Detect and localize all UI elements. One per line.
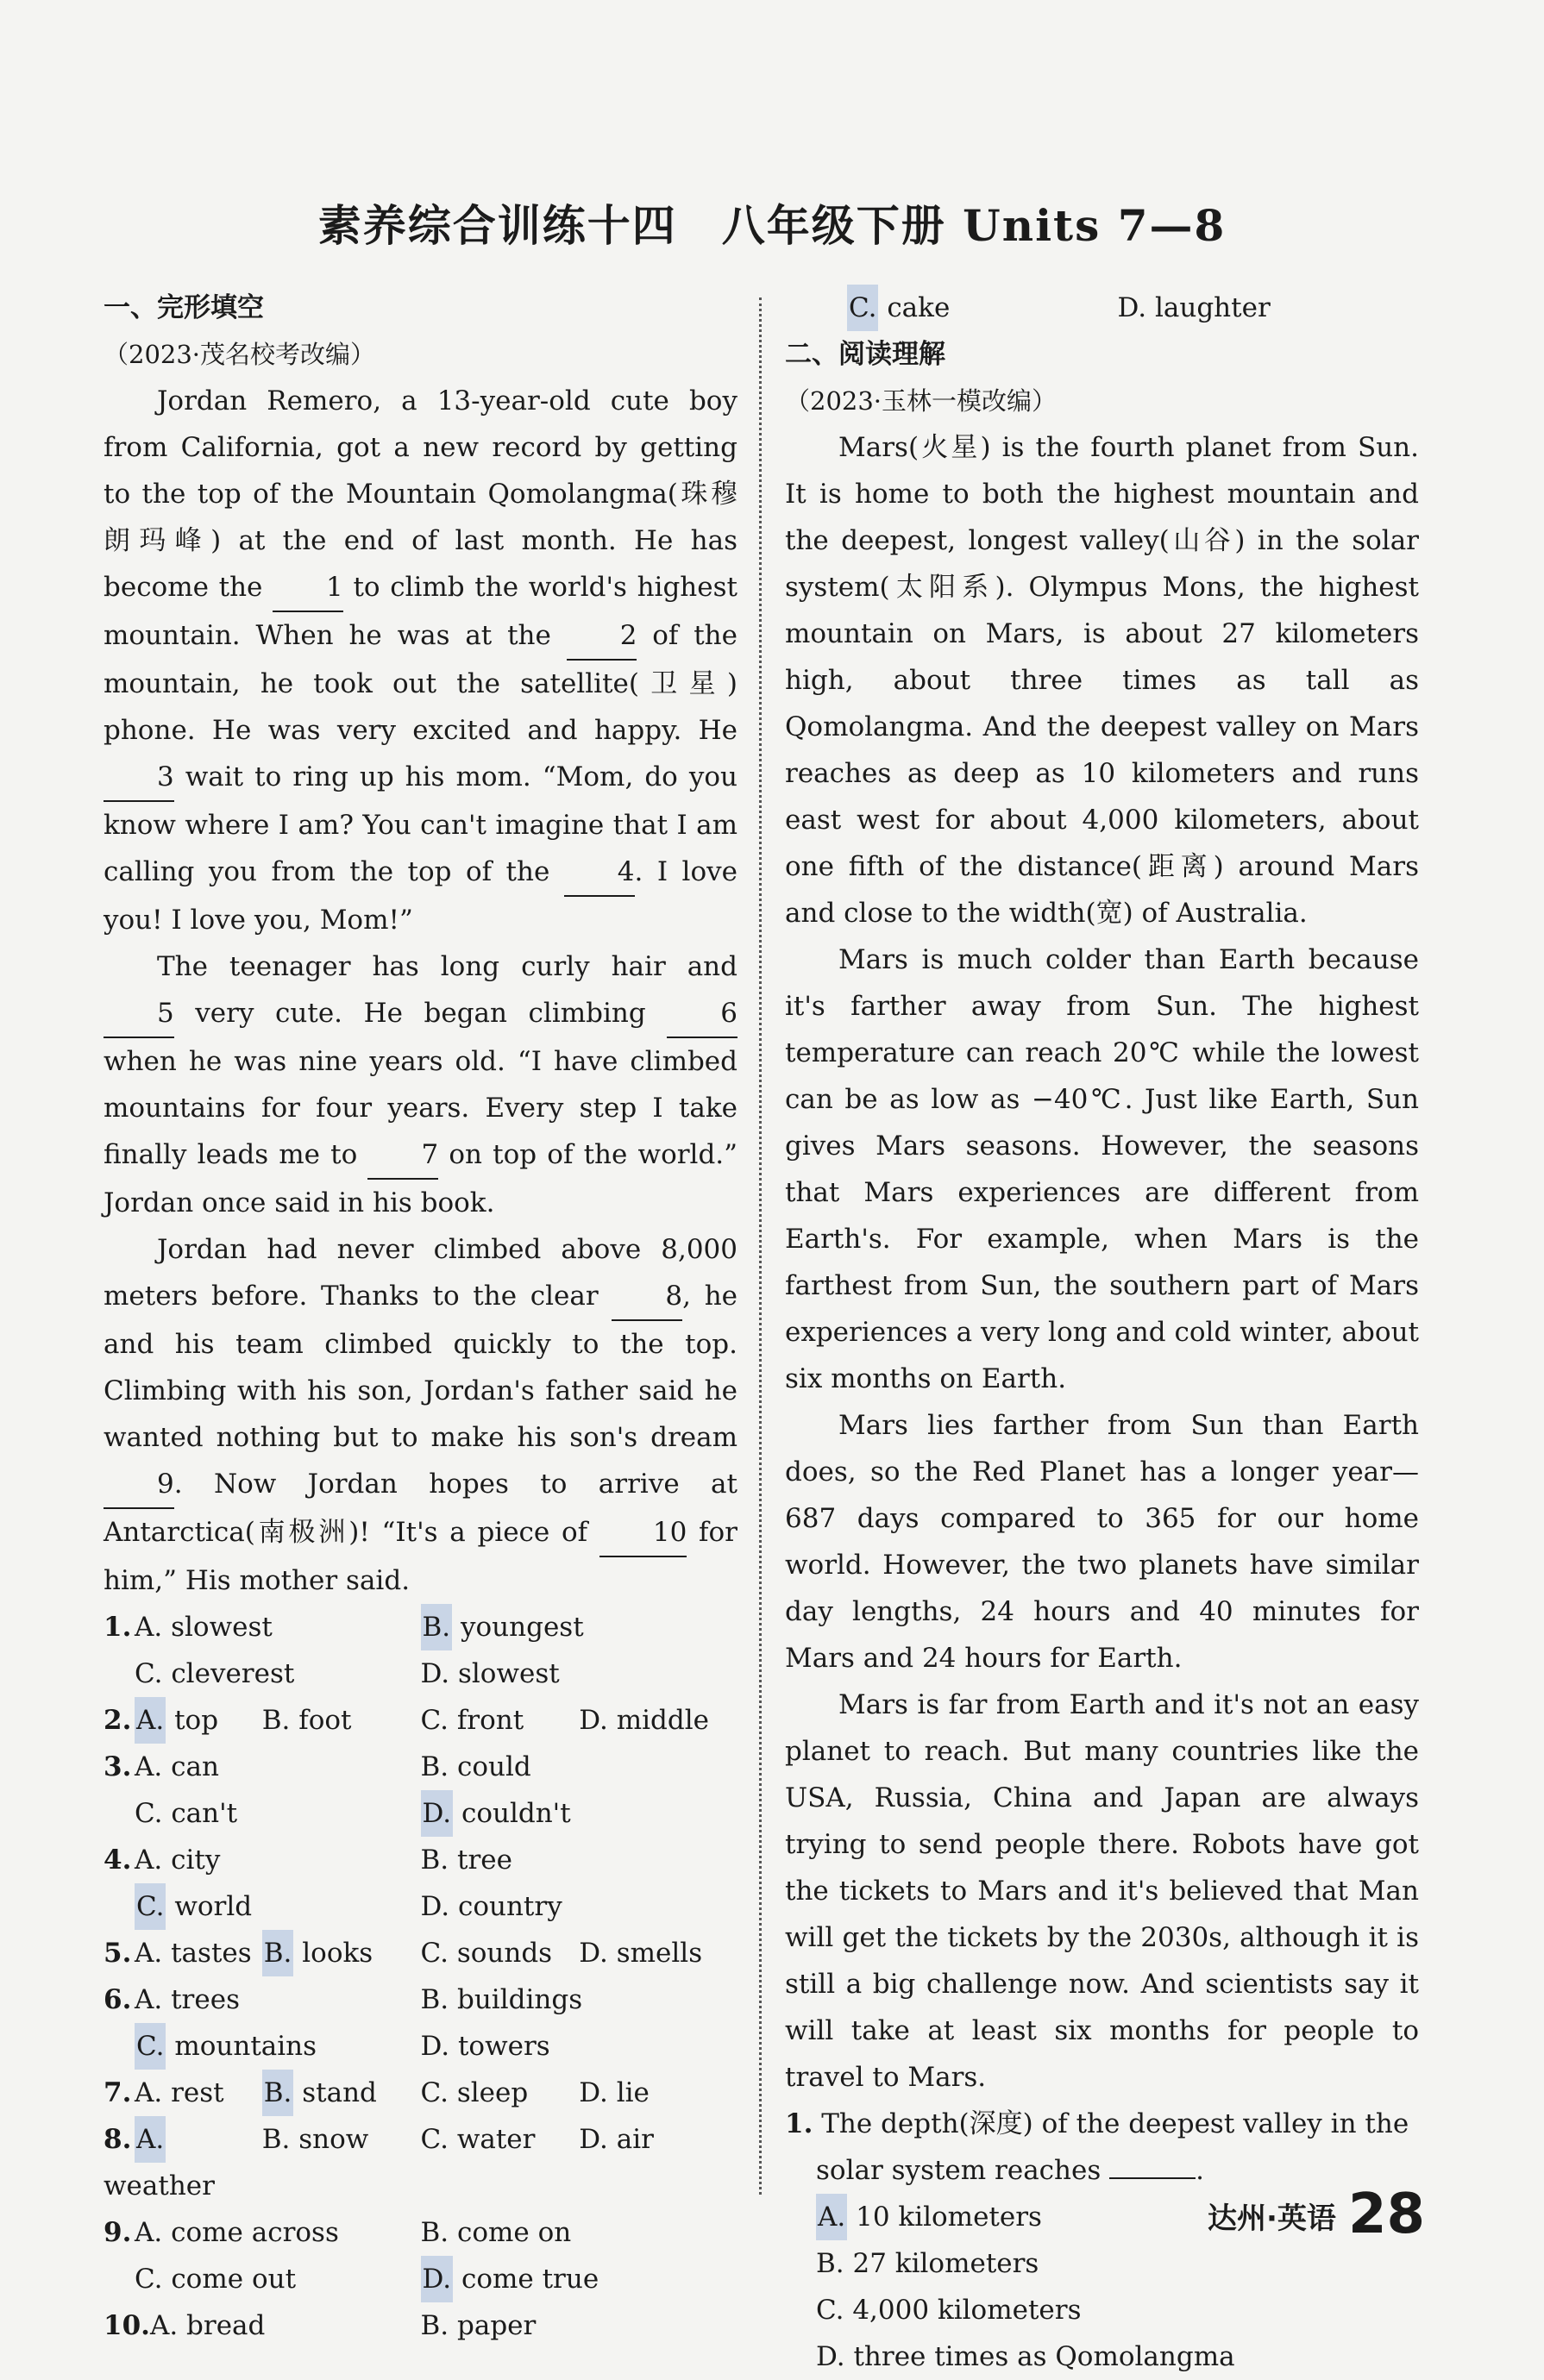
option [104,2209,421,2256]
option [421,1837,738,1883]
blank-2: 2 [567,612,637,661]
option [579,1930,737,1976]
option [104,2116,262,2209]
option-text: laughter [1146,292,1271,323]
option-text: foot [290,1705,352,1736]
option-letter: B. [421,1604,453,1650]
option [421,1930,580,1976]
reading-source: （2023·玉林一模改编） [785,386,1058,416]
option-text: come on [449,2217,572,2248]
option-text: youngest [452,1612,584,1643]
option-text: can [162,1751,219,1782]
blank-8: 8 [612,1273,682,1321]
option [816,2333,1235,2380]
question-number: 5. [104,1938,132,1969]
option [421,1976,738,2023]
option-text: rest [162,2077,224,2108]
option-letter: C. [420,1938,449,1969]
option-text: can't [162,1798,238,1829]
option-text: slowest [449,1658,560,1689]
option-text: air [607,2124,654,2155]
option-text: 10 kilometers [847,2202,1042,2233]
cloze-question [104,2302,737,2349]
option-letter: C. [420,1705,449,1736]
option [816,2194,1042,2240]
option [104,1930,262,1976]
option [262,2070,421,2116]
option-text: paper [449,2310,537,2341]
option [579,2116,737,2209]
reading-section [785,285,1419,2380]
option-letter: B. [262,1930,294,1976]
option [104,1790,421,1837]
question-number: 10. [104,2310,150,2341]
option-letter: A. [135,2077,163,2108]
cloze-question [104,1697,737,1744]
option-text: couldn't [453,1798,571,1829]
option-letter: C. [135,1658,163,1689]
option-letter: B. [420,2310,449,2341]
option-row [104,2256,737,2302]
cloze-paragraph-2: The teenager has long curly hair and 5 very cute. He began climbing 6 when he was nine years old. “I have climbed mountains for four years. Every step I take finally leads me to 7 on top of the world.” Jordan once said in his book. [104,951,738,1218]
option [262,1930,421,1976]
option [104,2302,421,2349]
option-letter: D. [421,1790,454,1837]
option [421,1650,738,1697]
option [150,2310,265,2341]
blank-1: 1 [273,564,343,612]
question-number: 4. [104,1845,132,1876]
option-letter: B. [262,2070,294,2116]
option-text: slowest [162,1612,273,1643]
option-text: middle [607,1705,709,1736]
option [104,2256,421,2302]
option-text: lie [607,2077,650,2108]
option-row [785,285,1419,331]
cloze-question [104,1744,737,1837]
footer-label: 达州·英语 [1208,2202,1336,2236]
option-text: towers [449,2031,550,2062]
option-text: come true [453,2264,599,2295]
blank-9: 9 [104,1461,174,1509]
option [135,1845,220,1876]
cloze-question [104,2070,737,2116]
cloze-questions [104,1604,737,2349]
option [135,1751,219,1782]
option-text: tree [449,1845,512,1876]
option [421,1697,580,1744]
cloze-paragraph-1: Jordan Remero, a 13-year-old cute boy from California, got a new record by getting to the top of the Mountain Qomolangma(珠穆朗玛峰) at the end of last month. He has become the 1 to climb the world's highest mountain. When he was at the 2 of the mountain, he took out the satellite(卫星) phone. He was very excited and happy. He 3 wait to ring up his mom. “Mom, do you know where I am? You can't imagine that I am calling you from the top of the 4. I love you! I love you, Mom!” [104,385,737,936]
option [135,1938,252,1969]
option-letter: A. [135,2116,166,2163]
option-text: country [449,1891,562,1922]
option-letter: B. [420,1984,449,2015]
page-number: 28 [1347,2183,1425,2246]
option-row [104,2116,737,2209]
cloze-section [104,285,737,2349]
option [135,2217,339,2248]
option [135,1705,218,1736]
option [104,1883,421,1930]
question-number: 6. [104,1984,132,2015]
option-letter: B. [261,1705,291,1736]
option-text: come across [162,2217,339,2248]
column-divider [759,298,762,2195]
option-letter: B. [420,1751,449,1782]
option-letter: C. [420,2124,449,2155]
option [104,1650,421,1697]
option-letter: A. [135,1984,163,2015]
option-text: looks [293,1938,373,1969]
option [262,1697,421,1744]
option [135,1612,273,1643]
option-letter: D. [420,1891,450,1922]
option-letter: D. [579,1705,608,1736]
option-letter: A. [135,1751,163,1782]
option [421,1744,738,1790]
option-row [785,2240,1419,2287]
option-letter: A. [149,2310,179,2341]
option [816,2240,1039,2287]
option-letter: C. [847,285,878,331]
option-letter: C. [135,1798,163,1829]
page-footer [1208,2183,1425,2246]
cloze-question [104,1976,737,2070]
question-number: 2. [104,1705,132,1736]
cloze-question [104,2116,737,2209]
option [421,1604,738,1650]
option-text: 4,000 kilometers [844,2295,1082,2326]
option [104,1604,421,1650]
option [816,2287,1081,2333]
option-row [104,1790,737,1837]
blank-5: 5 [104,990,174,1038]
option [421,2023,738,2070]
option-letter: B. [816,2248,844,2279]
page-title: 素养综合训练十四 八年级下册 Units 7—8 [317,200,1227,251]
option-row [104,1604,737,1650]
option-letter: D. [420,1658,450,1689]
option-text: bread [178,2310,266,2341]
option-letter: B. [261,2124,291,2155]
option-letter: A. [816,2194,847,2240]
option [421,1883,738,1930]
option [816,285,1118,331]
question-number: 1. [104,1612,132,1643]
option-letter: D. [579,2124,608,2155]
option-row [104,1697,737,1744]
option-text: weather [104,2170,215,2202]
option-text: sounds [448,1938,553,1969]
blank-4: 4 [564,849,635,897]
cloze-question [104,1604,737,1697]
option [421,2256,738,2302]
option-text: top [166,1705,219,1736]
option-letter: B. [420,1845,449,1876]
option-text: could [449,1751,531,1782]
question-number: 9. [104,2217,132,2248]
option-row [104,2209,737,2256]
option-letter: A. [135,1612,163,1643]
option [135,1984,240,2015]
option-row [104,2023,737,2070]
blank-10: 10 [599,1509,687,1557]
option-text: sleep [448,2077,529,2108]
option-letter: C. [135,1883,166,1930]
question-number: 3. [104,1751,132,1782]
reading-paragraph-3: Mars lies farther from Sun than Earth does, so the Red Planet has a longer year—687 days compared to 365 for our home world. However, the two planets have similar day lengths, 24 hours and 40 minutes for Mars and 24 hours for Earth. [785,1410,1419,1674]
option-text: cleverest [162,1658,295,1689]
option-text: city [162,1845,221,1876]
option-text: come out [162,2264,297,2295]
option [421,1790,738,1837]
option [104,1976,421,2023]
cloze-source: （2023·茂名校考改编） [104,340,376,369]
option-letter: A. [135,1938,163,1969]
option [104,1837,421,1883]
reading-heading: 二、阅读理解 [785,339,945,370]
option [104,1744,421,1790]
option-row [104,1883,737,1930]
option [104,1697,262,1744]
answer-blank [1109,2177,1196,2179]
reading-question-stem: 1. The depth(深度) of the deepest valley in the solar system reaches . [785,2108,1409,2186]
option-row [104,1837,737,1883]
option-letter: D. [816,2341,845,2372]
reading-paragraph-4: Mars is far from Earth and it's not an easy planet to reach. But many countries like the USA, Russia, China and Japan are always trying to send people there. Robots have got the tickets to Mars and it's believed that Man will get the tickets by the 2030s, although it is still a big challenge now. And scientists say it will take at least six months for people to travel to Mars. [785,1689,1419,2093]
reading-paragraph-2: Mars is much colder than Earth because it's farther away from Sun. The highest temperature can reach 20℃ while the lowest can be as low as −40℃. Just like Earth, Sun gives Mars seasons. However, the seasons that Mars experiences are different from Earth's. For example, when Mars is the farthest from Sun, the southern part of Mars experiences a very long and cold winter, about six months on Earth. [785,944,1419,1394]
option-row [104,1930,737,1976]
option [421,2116,580,2209]
option [421,2070,580,2116]
option-text: front [448,1705,524,1736]
option-text: trees [162,1984,240,2015]
option [262,2116,421,2209]
option [1118,285,1420,331]
option-letter: D. [579,1938,608,1969]
option [579,1697,737,1744]
option-row [785,2333,1419,2380]
option [135,2077,224,2108]
option-letter: C. [135,2264,163,2295]
option-text: tastes [162,1938,252,1969]
question-10-continued [785,285,1419,331]
option-text: smells [607,1938,703,1969]
reading-paragraph-1: Mars(火星) is the fourth planet from Sun. It is home to both the highest mountain and the deepest, longest valley(山谷) in the solar system(太阳系). Olympus Mons, the highest mountain on Mars, is about 27 kilometers high, about three times as tall as Qomolangma. And the deepest valley on Mars reaches as deep as 10 kilometers and runs east west for about 4,000 kilometers, about one fifth of the distance(距离) around Mars and close to the width(宽) of Australia. [785,432,1419,929]
option-text: stand [293,2077,377,2108]
option [421,2302,738,2349]
blank-7: 7 [367,1131,438,1180]
option [579,2070,737,2116]
option-letter: D. [579,2077,608,2108]
option-letter: C. [816,2295,844,2326]
cloze-question [104,1837,737,1930]
blank-3: 3 [104,754,174,802]
option-text: world [166,1891,253,1922]
option-text: 27 kilometers [844,2248,1039,2279]
option-text: snow [290,2124,369,2155]
option-letter: D. [1117,292,1147,323]
cloze-paragraph-3: Jordan had never climbed above 8,000 meters before. Thanks to the clear 8, he and his team climbed quickly to the top. Climbing with his son, Jordan's father said he wanted nothing but to make his son's dream 9. Now Jordan hopes to arrive at Antarctica(南极洲)! “It's a piece of 10 for him,” His mother said. [104,1234,738,1596]
option-row [785,2287,1419,2333]
option-row [104,1976,737,2023]
option-letter: A. [135,2217,163,2248]
cloze-heading: 一、完形填空 [104,292,264,323]
option-letter: C. [135,2023,166,2070]
option-text: mountains [166,2031,317,2062]
option-text: buildings [449,1984,583,2015]
option-row [104,2302,737,2349]
option-letter: D. [421,2256,454,2302]
option-row [104,1650,737,1697]
option-letter: D. [420,2031,450,2062]
option-text: three times as Qomolangma [844,2341,1235,2372]
option-row [104,1744,737,1790]
option-letter: A. [135,1697,166,1744]
option-letter: B. [420,2217,449,2248]
option [421,2209,738,2256]
cloze-question [104,1930,737,1976]
option [104,2023,421,2070]
option-letter: C. [420,2077,449,2108]
option [104,2070,262,2116]
question-number: 7. [104,2077,132,2108]
cloze-question [104,2209,737,2302]
option-text: water [448,2124,536,2155]
option-letter: A. [135,1845,163,1876]
option-text: cake [878,292,951,323]
blank-6: 6 [667,990,737,1038]
question-number: 8. [104,2124,132,2155]
option-row [104,2070,737,2116]
